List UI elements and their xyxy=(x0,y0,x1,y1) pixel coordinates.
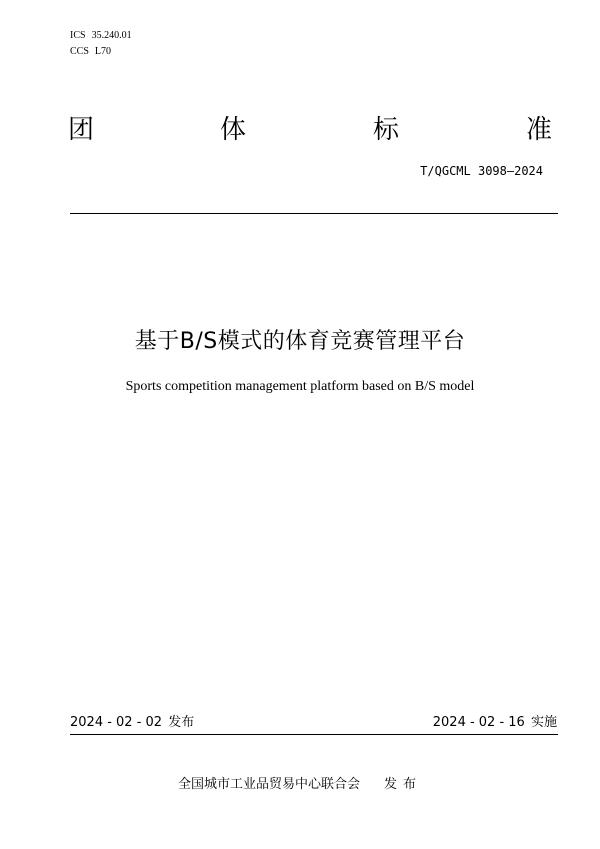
classification-codes xyxy=(70,28,132,60)
top-divider xyxy=(70,213,558,214)
effective-date xyxy=(433,714,557,732)
effective-date-value: 2024 - 02 - 16 xyxy=(432,715,525,730)
release-label: 发布 xyxy=(168,715,195,730)
standard-number: T/QGCML 3098—2024 xyxy=(420,164,543,178)
ccs-value: L70 xyxy=(94,46,112,57)
standard-type-char-1: 团 xyxy=(68,115,95,145)
standard-type-heading xyxy=(68,112,554,148)
ics-label: ICS xyxy=(70,30,86,41)
bottom-divider xyxy=(70,734,558,735)
ics-value: 35.240.01 xyxy=(91,30,132,41)
standard-type-char-3: 标 xyxy=(373,115,400,145)
standard-title-chinese: 基于B/S模式的体育竞赛管理平台 xyxy=(134,329,466,354)
publisher-name: 全国城市工业品贸易中心联合会 xyxy=(177,777,360,792)
standard-type-char-2: 体 xyxy=(220,115,247,145)
ccs-code xyxy=(70,44,132,60)
publisher-verb: 发布 xyxy=(384,777,423,792)
standard-title-english: Sports competition management platform based on B/S model xyxy=(125,379,475,394)
ics-code xyxy=(70,28,132,44)
standard-type-char-4: 准 xyxy=(526,115,553,145)
effective-label: 实施 xyxy=(530,715,557,730)
release-date xyxy=(70,714,194,732)
ccs-label: CCS xyxy=(70,46,89,57)
publisher-line xyxy=(0,776,600,794)
release-date-value: 2024 - 02 - 02 xyxy=(70,715,163,730)
